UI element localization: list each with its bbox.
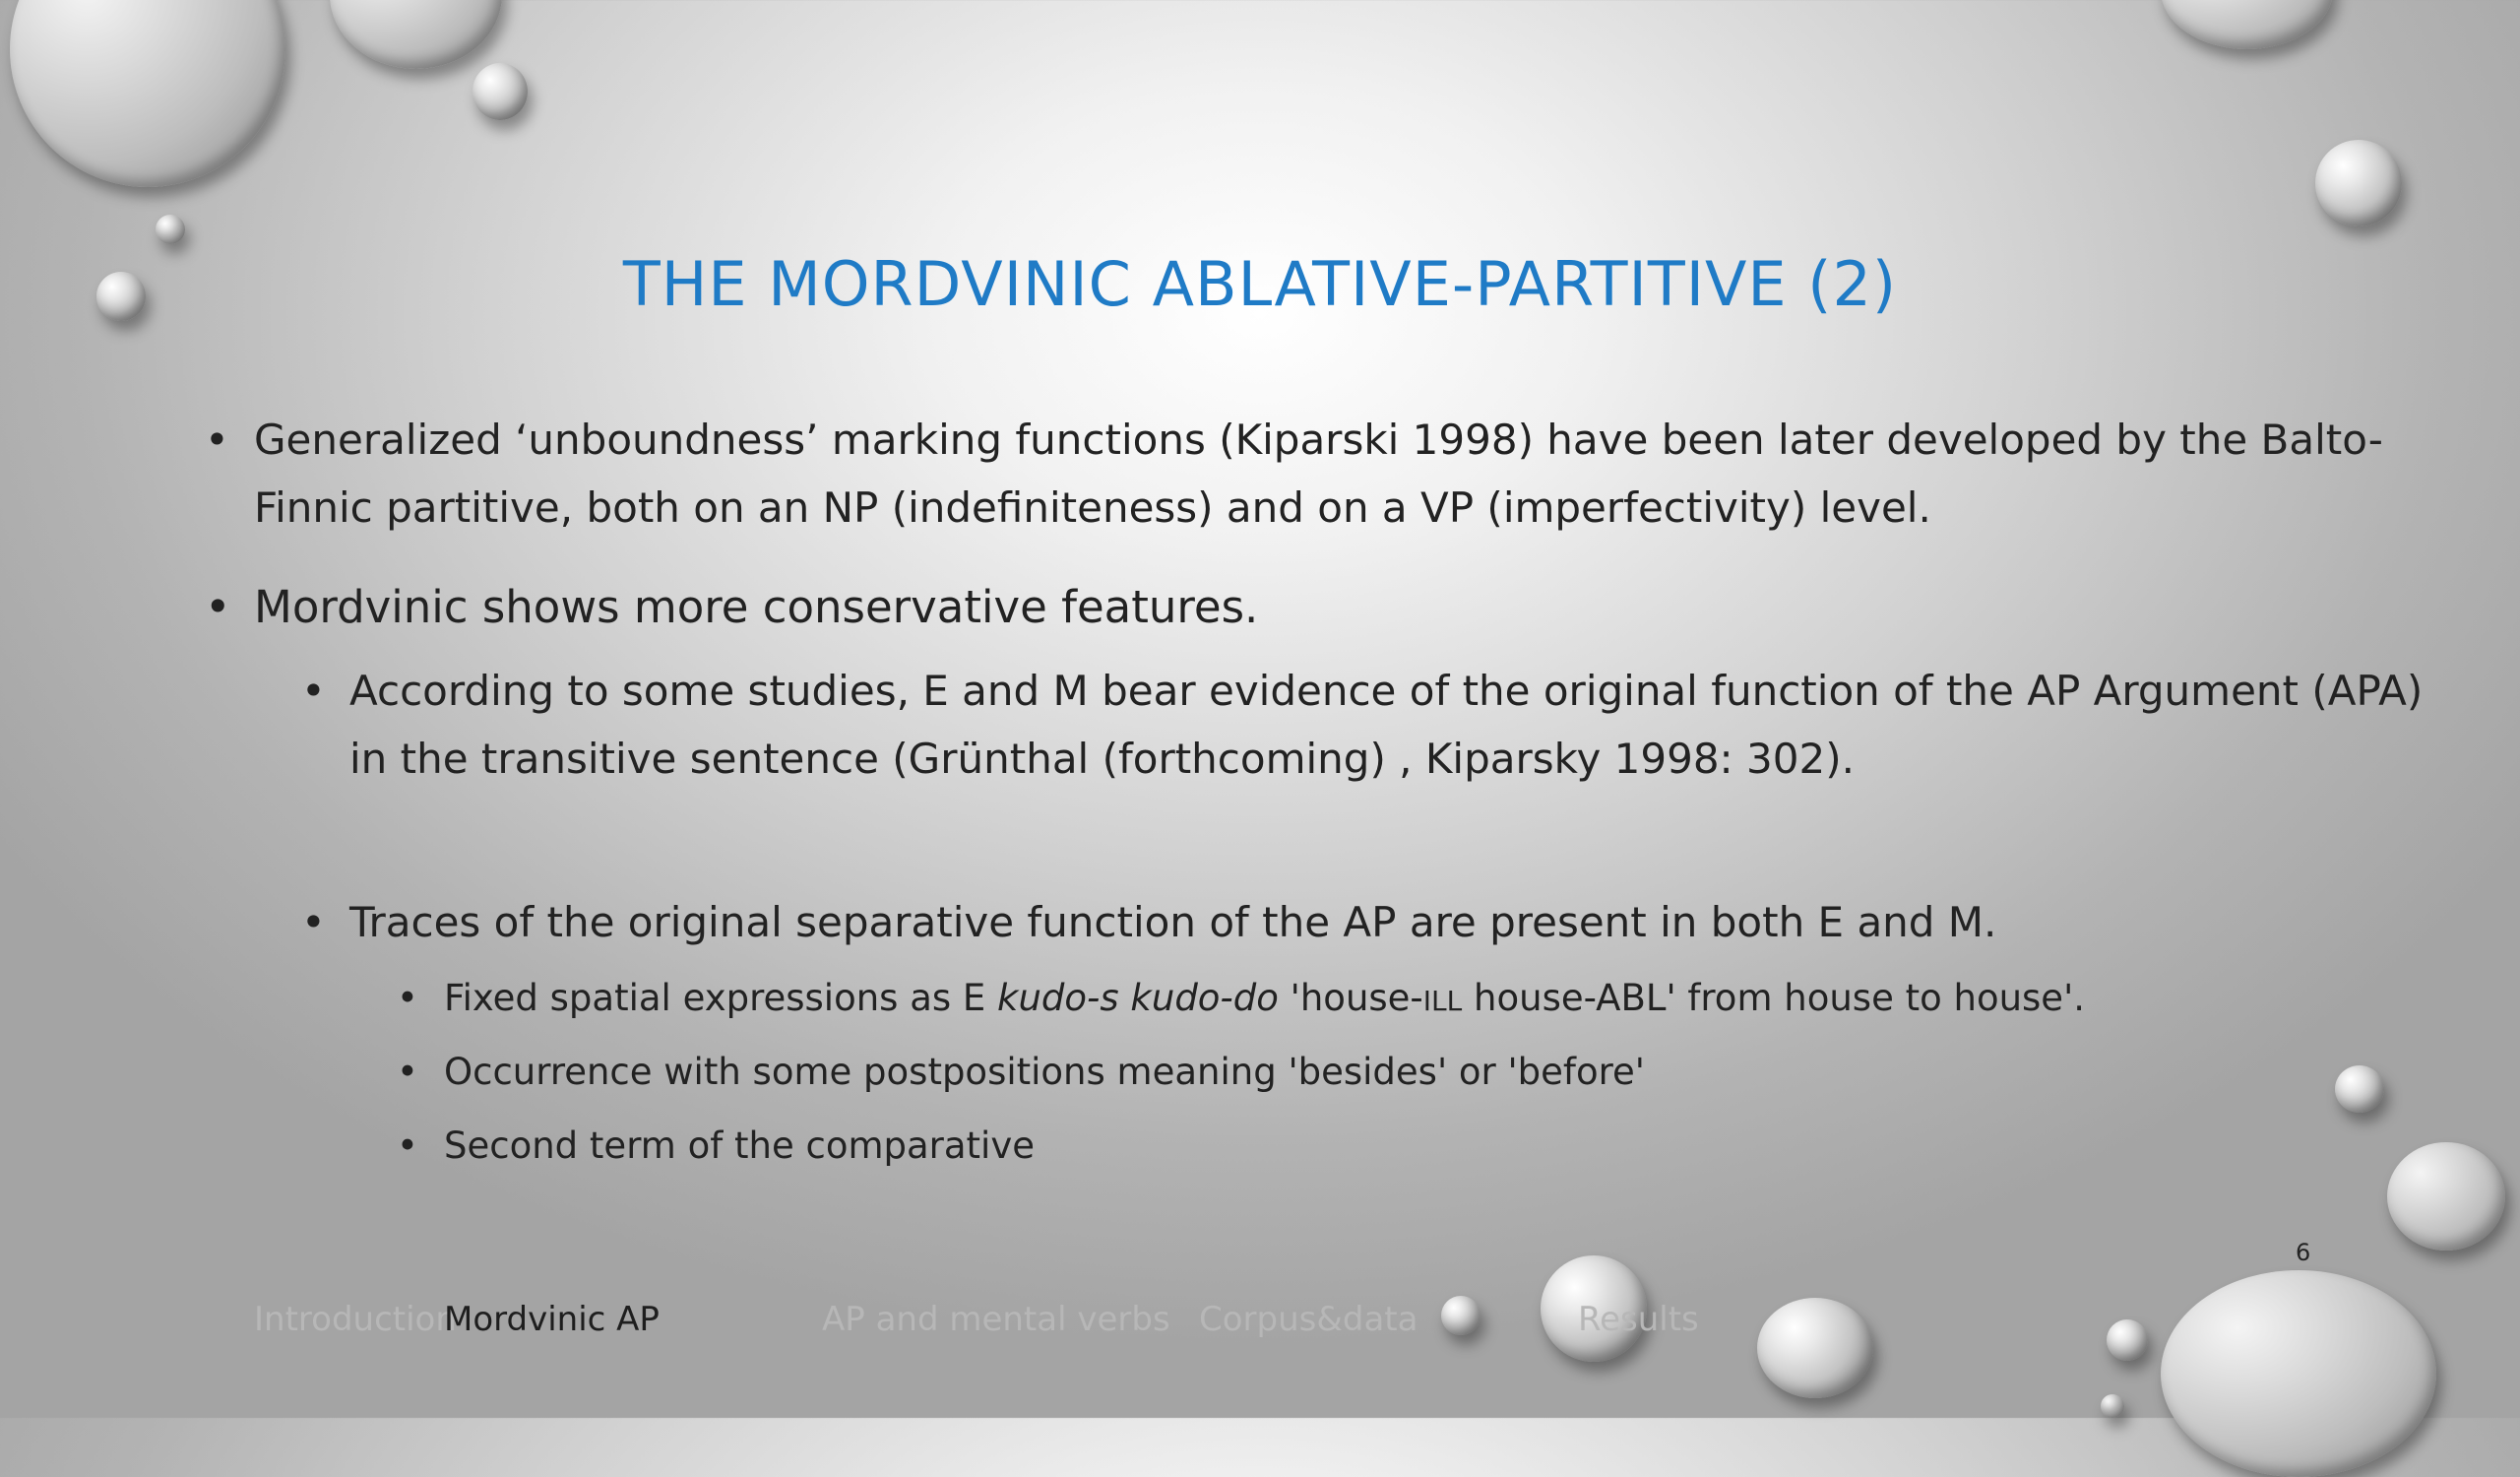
bullet-text-l3: Second term of the comparative (444, 1124, 1035, 1167)
text-line: Generalized ‘unboundness’ marking functions (Kiparski 1998) have been later developed by the Balto- (254, 416, 2383, 464)
nav-item-corpus-data[interactable]: Corpus&data (1199, 1300, 1418, 1339)
bullet-marker: • (397, 1124, 418, 1167)
bullet-marker: • (301, 667, 326, 715)
footer-section-nav (0, 1300, 2520, 1349)
bullet-text-l3: Occurrence with some postpositions meaning 'besides' or 'before' (444, 1051, 1645, 1093)
nav-item-introduction[interactable]: Introduction (254, 1300, 457, 1339)
text-line: Finnic partitive, both on an NP (indefiniteness) and on a VP (imperfectivity) level. (254, 483, 1931, 532)
nav-item-results[interactable]: Results (1578, 1300, 1699, 1339)
bullet-marker: • (397, 1051, 418, 1093)
text-line: in the transitive sentence (Grünthal (forthcoming) , Kiparsky 1998: 302). (349, 735, 1855, 783)
bullet-marker: • (205, 581, 231, 633)
bullet-text-l1 (254, 406, 2459, 542)
slide-title: THE MORDVINIC ABLATIVE-PARTITIVE (2) (622, 248, 1898, 320)
bullet-marker: • (301, 898, 326, 946)
slide-number: 6 (2296, 1239, 2311, 1266)
nav-item-ap-mental-verbs[interactable]: AP and mental verbs (822, 1300, 1170, 1339)
bullet-text-l1: Mordvinic shows more conservative features. (254, 581, 1259, 633)
bullet-marker: • (205, 416, 229, 464)
bullet-marker: • (397, 977, 418, 1019)
nav-item-mordvinic-ap[interactable]: Mordvinic AP (444, 1300, 660, 1339)
bullet-text-l3: Fixed spatial expressions as E kudo-s kudo-do 'house-ILL house-ABL' from house to house'. (444, 977, 2086, 1019)
bullet-text-l2: Traces of the original separative function of the AP are present in both E and M. (349, 898, 1997, 946)
bullet-text-l2 (349, 657, 2476, 793)
text-line: According to some studies, E and M bear evidence of the original function of the AP Argument (APA) (349, 667, 2424, 715)
